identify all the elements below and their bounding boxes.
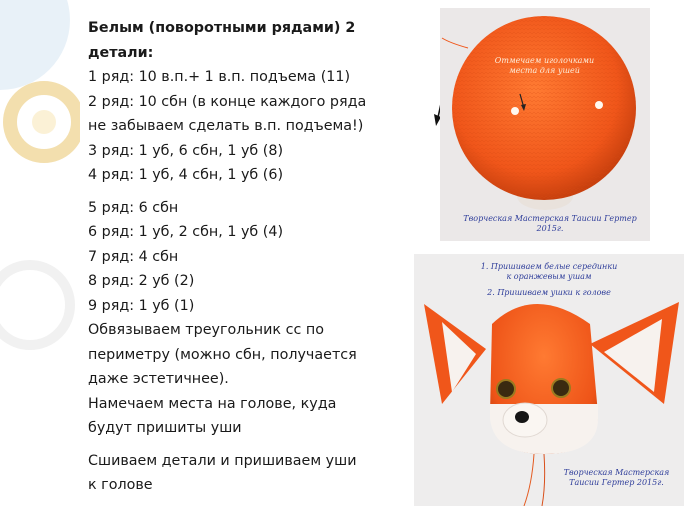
instruction-line: Сшиваем детали и пришиваем уши bbox=[88, 452, 357, 469]
photo-caption: 1. Пришиваем белые серединки к оранжевым ушам 2. Пришиваем ушки к голове bbox=[480, 262, 618, 297]
instruction-line: 2 ряд: 10 сбн (в конце каждого ряда bbox=[88, 93, 367, 110]
instruction-line: Обвязываем треугольник сс по bbox=[88, 322, 324, 338]
instruction-line: 7 ряд: 4 сбн bbox=[88, 248, 179, 265]
photo-fox-head bbox=[414, 254, 684, 506]
instruction-line: 1 ряд: 10 в.п.+ 1 в.п. подъема (11) bbox=[88, 69, 351, 85]
photo-watermark: Творческая Мастерская Таисии Гертер 2015г. bbox=[563, 468, 670, 487]
instruction-line: даже эстетичнее). bbox=[88, 371, 229, 387]
instruction-line: детали: bbox=[88, 44, 154, 61]
instruction-line: 6 ряд: 1 уб, 2 сбн, 1 уб (4) bbox=[88, 224, 284, 240]
instructions-text bbox=[88, 16, 398, 498]
instruction-line: Белым (поворотными рядами) 2 bbox=[88, 20, 356, 36]
instruction-line: будут пришиты уши bbox=[88, 420, 242, 436]
photo-watermark: Творческая Мастерская Таисии Гертер 2015г. bbox=[463, 214, 637, 233]
photo-head-with-pins bbox=[440, 8, 650, 241]
instruction-line: 4 ряд: 1 уб, 4 сбн, 1 уб (6) bbox=[88, 167, 284, 183]
instruction-line: 5 ряд: 6 сбн bbox=[88, 199, 179, 216]
instruction-line: 3 ряд: 1 уб, 6 сбн, 1 уб (8) bbox=[88, 142, 284, 159]
instruction-line: 9 ряд: 1 уб (1) bbox=[88, 297, 195, 314]
instruction-line: периметру (можно сбн, получается bbox=[88, 346, 357, 363]
instruction-line: к голове bbox=[88, 477, 153, 493]
instruction-line: не забываем сделать в.п. подъема!) bbox=[88, 118, 364, 134]
instruction-line: 8 ряд: 2 уб (2) bbox=[88, 273, 195, 289]
decorative-rings bbox=[0, 0, 80, 525]
instruction-line: Намечаем места на голове, куда bbox=[88, 395, 337, 412]
photo-caption: Отмечаем иголочками места для ушей bbox=[494, 56, 595, 75]
